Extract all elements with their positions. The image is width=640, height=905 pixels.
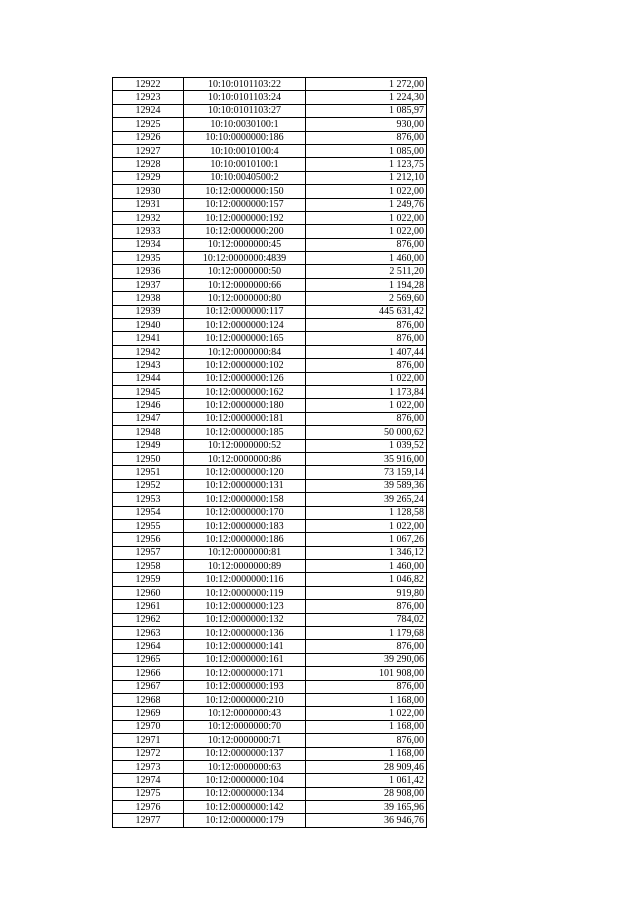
cadastral-code-cell: 10:12:0000000:192: [184, 211, 306, 224]
row-number-cell: 12958: [113, 560, 184, 573]
table-row: [113, 372, 427, 385]
row-number-cell: 12952: [113, 479, 184, 492]
cadastral-code-cell: 10:12:0000000:104: [184, 774, 306, 787]
amount-cell: 784,02: [306, 613, 427, 626]
amount-cell: 1 046,82: [306, 573, 427, 586]
table-row: [113, 519, 427, 532]
row-number-cell: 12966: [113, 667, 184, 680]
table-row: [113, 171, 427, 184]
table-row: [113, 613, 427, 626]
row-number-cell: 12937: [113, 278, 184, 291]
table-row: [113, 104, 427, 117]
row-number-cell: 12947: [113, 412, 184, 425]
row-number-cell: 12934: [113, 238, 184, 251]
cadastral-code-cell: 10:12:0000000:4839: [184, 252, 306, 265]
row-number-cell: 12925: [113, 118, 184, 131]
row-number-cell: 12973: [113, 760, 184, 773]
cadastral-code-cell: 10:10:0010100:4: [184, 144, 306, 157]
cadastral-code-cell: 10:12:0000000:171: [184, 667, 306, 680]
amount-cell: 1 168,00: [306, 747, 427, 760]
amount-cell: 876,00: [306, 319, 427, 332]
cadastral-code-cell: 10:12:0000000:102: [184, 359, 306, 372]
row-number-cell: 12965: [113, 653, 184, 666]
row-number-cell: 12927: [113, 144, 184, 157]
table-body: [113, 78, 427, 828]
cadastral-code-cell: 10:12:0000000:142: [184, 801, 306, 814]
row-number-cell: 12961: [113, 600, 184, 613]
cadastral-code-cell: 10:12:0000000:86: [184, 452, 306, 465]
amount-cell: 1 039,52: [306, 439, 427, 452]
row-number-cell: 12950: [113, 452, 184, 465]
table-row: [113, 479, 427, 492]
cadastral-code-cell: 10:10:0010100:1: [184, 158, 306, 171]
cadastral-code-cell: 10:12:0000000:119: [184, 586, 306, 599]
table-row: [113, 747, 427, 760]
table-row: [113, 546, 427, 559]
table-row: [113, 426, 427, 439]
cadastral-code-cell: 10:12:0000000:84: [184, 345, 306, 358]
row-number-cell: 12926: [113, 131, 184, 144]
row-number-cell: 12957: [113, 546, 184, 559]
amount-cell: 1 194,28: [306, 278, 427, 291]
row-number-cell: 12942: [113, 345, 184, 358]
amount-cell: 1 179,68: [306, 627, 427, 640]
cadastral-code-cell: 10:12:0000000:150: [184, 185, 306, 198]
amount-cell: 876,00: [306, 359, 427, 372]
table-row: [113, 506, 427, 519]
cadastral-code-cell: 10:12:0000000:80: [184, 292, 306, 305]
row-number-cell: 12933: [113, 225, 184, 238]
row-number-cell: 12932: [113, 211, 184, 224]
cadastral-code-cell: 10:12:0000000:162: [184, 385, 306, 398]
amount-cell: 1 272,00: [306, 78, 427, 91]
cadastral-code-cell: 10:10:0101103:24: [184, 91, 306, 104]
data-table: [112, 77, 427, 828]
row-number-cell: 12930: [113, 185, 184, 198]
table-row: [113, 760, 427, 773]
table-row: [113, 653, 427, 666]
row-number-cell: 12931: [113, 198, 184, 211]
table-row: [113, 319, 427, 332]
cadastral-code-cell: 10:12:0000000:89: [184, 560, 306, 573]
amount-cell: 445 631,42: [306, 305, 427, 318]
row-number-cell: 12948: [113, 426, 184, 439]
amount-cell: 876,00: [306, 600, 427, 613]
table-row: [113, 774, 427, 787]
table-row: [113, 734, 427, 747]
amount-cell: 28 908,00: [306, 787, 427, 800]
cadastral-code-cell: 10:12:0000000:200: [184, 225, 306, 238]
row-number-cell: 12970: [113, 720, 184, 733]
cadastral-code-cell: 10:12:0000000:70: [184, 720, 306, 733]
table-row: [113, 211, 427, 224]
row-number-cell: 12935: [113, 252, 184, 265]
table-row: [113, 627, 427, 640]
row-number-cell: 12938: [113, 292, 184, 305]
table-row: [113, 680, 427, 693]
amount-cell: 1 022,00: [306, 185, 427, 198]
amount-cell: 28 909,46: [306, 760, 427, 773]
amount-cell: 1 022,00: [306, 707, 427, 720]
table-row: [113, 466, 427, 479]
table-row: [113, 305, 427, 318]
amount-cell: 1 460,00: [306, 252, 427, 265]
cadastral-code-cell: 10:12:0000000:117: [184, 305, 306, 318]
cadastral-code-cell: 10:10:0101103:22: [184, 78, 306, 91]
table-row: [113, 667, 427, 680]
table-row: [113, 560, 427, 573]
amount-cell: 1 123,75: [306, 158, 427, 171]
cadastral-code-cell: 10:12:0000000:131: [184, 479, 306, 492]
amount-cell: 1 407,44: [306, 345, 427, 358]
cadastral-code-cell: 10:12:0000000:137: [184, 747, 306, 760]
table-row: [113, 252, 427, 265]
amount-cell: 930,00: [306, 118, 427, 131]
cadastral-code-cell: 10:12:0000000:210: [184, 693, 306, 706]
cadastral-code-cell: 10:10:0000000:186: [184, 131, 306, 144]
amount-cell: 876,00: [306, 680, 427, 693]
row-number-cell: 12939: [113, 305, 184, 318]
cadastral-code-cell: 10:12:0000000:43: [184, 707, 306, 720]
cadastral-code-cell: 10:12:0000000:183: [184, 519, 306, 532]
row-number-cell: 12924: [113, 104, 184, 117]
table-row: [113, 720, 427, 733]
row-number-cell: 12928: [113, 158, 184, 171]
table-row: [113, 198, 427, 211]
row-number-cell: 12974: [113, 774, 184, 787]
amount-cell: 50 000,62: [306, 426, 427, 439]
row-number-cell: 12955: [113, 519, 184, 532]
row-number-cell: 12975: [113, 787, 184, 800]
amount-cell: 1 224,30: [306, 91, 427, 104]
cadastral-code-cell: 10:12:0000000:52: [184, 439, 306, 452]
cadastral-code-cell: 10:12:0000000:71: [184, 734, 306, 747]
cadastral-code-cell: 10:12:0000000:132: [184, 613, 306, 626]
table-row: [113, 586, 427, 599]
cadastral-code-cell: 10:12:0000000:180: [184, 399, 306, 412]
amount-cell: 1 067,26: [306, 533, 427, 546]
row-number-cell: 12929: [113, 171, 184, 184]
cadastral-code-cell: 10:12:0000000:157: [184, 198, 306, 211]
cadastral-code-cell: 10:12:0000000:81: [184, 546, 306, 559]
table-row: [113, 238, 427, 251]
amount-cell: 876,00: [306, 238, 427, 251]
amount-cell: 73 159,14: [306, 466, 427, 479]
amount-cell: 2 511,20: [306, 265, 427, 278]
amount-cell: 1 168,00: [306, 720, 427, 733]
row-number-cell: 12969: [113, 707, 184, 720]
row-number-cell: 12953: [113, 493, 184, 506]
table-row: [113, 399, 427, 412]
table-row: [113, 693, 427, 706]
amount-cell: 919,80: [306, 586, 427, 599]
amount-cell: 1 022,00: [306, 372, 427, 385]
cadastral-code-cell: 10:12:0000000:45: [184, 238, 306, 251]
table-row: [113, 452, 427, 465]
table-row: [113, 332, 427, 345]
cadastral-code-cell: 10:10:0030100:1: [184, 118, 306, 131]
row-number-cell: 12946: [113, 399, 184, 412]
row-number-cell: 12941: [113, 332, 184, 345]
amount-cell: 1 212,10: [306, 171, 427, 184]
cadastral-code-cell: 10:12:0000000:185: [184, 426, 306, 439]
table-row: [113, 600, 427, 613]
table-row: [113, 345, 427, 358]
cadastral-code-cell: 10:12:0000000:124: [184, 319, 306, 332]
row-number-cell: 12940: [113, 319, 184, 332]
row-number-cell: 12959: [113, 573, 184, 586]
table-row: [113, 78, 427, 91]
table-row: [113, 439, 427, 452]
cadastral-code-cell: 10:12:0000000:50: [184, 265, 306, 278]
table-row: [113, 144, 427, 157]
cadastral-code-cell: 10:12:0000000:66: [184, 278, 306, 291]
table-row: [113, 814, 427, 827]
table-row: [113, 412, 427, 425]
row-number-cell: 12977: [113, 814, 184, 827]
table-row: [113, 278, 427, 291]
amount-cell: 1 022,00: [306, 211, 427, 224]
table-row: [113, 787, 427, 800]
amount-cell: 39 165,96: [306, 801, 427, 814]
row-number-cell: 12945: [113, 385, 184, 398]
table-row: [113, 493, 427, 506]
cadastral-code-cell: 10:12:0000000:193: [184, 680, 306, 693]
cadastral-code-cell: 10:12:0000000:186: [184, 533, 306, 546]
cadastral-code-cell: 10:12:0000000:181: [184, 412, 306, 425]
row-number-cell: 12951: [113, 466, 184, 479]
amount-cell: 876,00: [306, 640, 427, 653]
row-number-cell: 12964: [113, 640, 184, 653]
cadastral-code-cell: 10:12:0000000:141: [184, 640, 306, 653]
amount-cell: 1 085,97: [306, 104, 427, 117]
cadastral-code-cell: 10:12:0000000:123: [184, 600, 306, 613]
amount-cell: 876,00: [306, 734, 427, 747]
amount-cell: 1 168,00: [306, 693, 427, 706]
amount-cell: 876,00: [306, 131, 427, 144]
row-number-cell: 12972: [113, 747, 184, 760]
amount-cell: 1 249,76: [306, 198, 427, 211]
row-number-cell: 12962: [113, 613, 184, 626]
table-row: [113, 91, 427, 104]
amount-cell: 1 173,84: [306, 385, 427, 398]
row-number-cell: 12963: [113, 627, 184, 640]
amount-cell: 1 022,00: [306, 399, 427, 412]
table-row: [113, 131, 427, 144]
cadastral-code-cell: 10:12:0000000:120: [184, 466, 306, 479]
table-row: [113, 158, 427, 171]
cadastral-code-cell: 10:12:0000000:126: [184, 372, 306, 385]
cadastral-code-cell: 10:12:0000000:161: [184, 653, 306, 666]
row-number-cell: 12954: [113, 506, 184, 519]
cadastral-code-cell: 10:12:0000000:165: [184, 332, 306, 345]
row-number-cell: 12936: [113, 265, 184, 278]
table-row: [113, 225, 427, 238]
row-number-cell: 12960: [113, 586, 184, 599]
amount-cell: 1 128,58: [306, 506, 427, 519]
table-row: [113, 185, 427, 198]
amount-cell: 2 569,60: [306, 292, 427, 305]
cadastral-code-cell: 10:12:0000000:170: [184, 506, 306, 519]
table-row: [113, 533, 427, 546]
amount-cell: 876,00: [306, 412, 427, 425]
table-row: [113, 385, 427, 398]
table-row: [113, 265, 427, 278]
row-number-cell: 12967: [113, 680, 184, 693]
table-row: [113, 359, 427, 372]
table-row: [113, 118, 427, 131]
table-row: [113, 801, 427, 814]
amount-cell: 1 085,00: [306, 144, 427, 157]
row-number-cell: 12968: [113, 693, 184, 706]
cadastral-code-cell: 10:12:0000000:179: [184, 814, 306, 827]
amount-cell: 39 589,36: [306, 479, 427, 492]
cadastral-code-cell: 10:12:0000000:63: [184, 760, 306, 773]
amount-cell: 1 346,12: [306, 546, 427, 559]
cadastral-code-cell: 10:10:0040500:2: [184, 171, 306, 184]
amount-cell: 1 061,42: [306, 774, 427, 787]
table-row: [113, 292, 427, 305]
row-number-cell: 12944: [113, 372, 184, 385]
table-row: [113, 640, 427, 653]
row-number-cell: 12976: [113, 801, 184, 814]
row-number-cell: 12922: [113, 78, 184, 91]
row-number-cell: 12943: [113, 359, 184, 372]
row-number-cell: 12923: [113, 91, 184, 104]
amount-cell: 1 022,00: [306, 225, 427, 238]
row-number-cell: 12971: [113, 734, 184, 747]
amount-cell: 36 946,76: [306, 814, 427, 827]
row-number-cell: 12956: [113, 533, 184, 546]
cadastral-code-cell: 10:12:0000000:136: [184, 627, 306, 640]
amount-cell: 1 460,00: [306, 560, 427, 573]
amount-cell: 35 916,00: [306, 452, 427, 465]
amount-cell: 39 265,24: [306, 493, 427, 506]
cadastral-code-cell: 10:10:0101103:27: [184, 104, 306, 117]
cadastral-code-cell: 10:12:0000000:158: [184, 493, 306, 506]
cadastral-code-cell: 10:12:0000000:116: [184, 573, 306, 586]
amount-cell: 39 290,06: [306, 653, 427, 666]
table-row: [113, 573, 427, 586]
amount-cell: 1 022,00: [306, 519, 427, 532]
amount-cell: 101 908,00: [306, 667, 427, 680]
cadastral-code-cell: 10:12:0000000:134: [184, 787, 306, 800]
amount-cell: 876,00: [306, 332, 427, 345]
table-row: [113, 707, 427, 720]
row-number-cell: 12949: [113, 439, 184, 452]
